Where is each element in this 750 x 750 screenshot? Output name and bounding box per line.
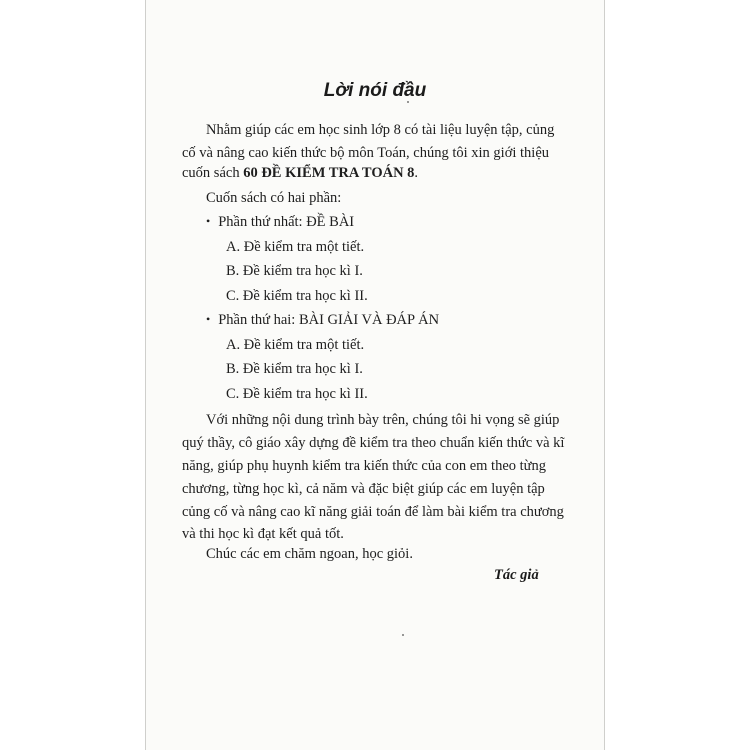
- closing-line: và thi học kì đạt kết quả tốt.: [182, 526, 344, 542]
- intro-line-2: cố và nâng cao kiến thức bộ môn Toán, chúng tôi xin giới thiệu: [182, 145, 550, 161]
- author-signature: Tác giả: [494, 567, 539, 583]
- wish-line: Chúc các em chăm ngoan, học giỏi.: [206, 546, 413, 562]
- part-1-label: Phần thứ nhất: ĐỀ BÀI: [218, 214, 355, 230]
- intro-line-1: Nhằm giúp các em học sinh lớp 8 có tài liệu luyện tập, củng: [206, 122, 555, 138]
- book-page: [145, 0, 605, 750]
- parts-intro: Cuốn sách có hai phần:: [206, 190, 342, 206]
- part-2-item: C. Đề kiểm tra học kì II.: [226, 386, 368, 402]
- part-1-item: B. Đề kiểm tra học kì I.: [226, 263, 363, 279]
- part-1-item: C. Đề kiểm tra học kì II.: [226, 288, 368, 304]
- intro-line-3: [182, 166, 418, 181]
- part-2-item: A. Đề kiểm tra một tiết.: [226, 337, 365, 353]
- part-1-heading: [206, 215, 354, 230]
- print-speck: [402, 634, 404, 636]
- print-speck: [407, 101, 409, 103]
- bullet-icon: •: [206, 214, 211, 228]
- part-2-label: Phần thứ hai: BÀI GIẢI VÀ ĐÁP ÁN: [218, 312, 440, 328]
- closing-line: chương, từng học kì, cả năm và đặc biệt giúp các em luyện tập: [182, 481, 545, 497]
- part-2-item: B. Đề kiểm tra học kì I.: [226, 361, 363, 377]
- part-2-heading: [206, 313, 439, 328]
- page-edge-right: [604, 0, 605, 750]
- bullet-icon: •: [206, 312, 211, 326]
- closing-line: Với những nội dung trình bày trên, chúng tôi hi vọng sẽ giúp: [206, 412, 560, 428]
- closing-line: năng, giúp phụ huynh kiểm tra kiến thức của con em theo từng: [182, 458, 547, 474]
- intro-line-3-post: .: [414, 165, 419, 181]
- part-1-item: A. Đề kiểm tra một tiết.: [226, 239, 365, 255]
- intro-line-3-pre: cuốn sách: [182, 165, 244, 181]
- page-title: Lời nói đầu: [323, 80, 427, 101]
- closing-line: quý thầy, cô giáo xây dựng đề kiểm tra theo chuẩn kiến thức và kĩ: [182, 435, 565, 451]
- page-edge-left: [145, 0, 146, 750]
- book-title: 60 ĐỀ KIỂM TRA TOÁN 8: [243, 165, 415, 181]
- closing-line: củng cố và nâng cao kĩ năng giải toán để làm bài kiểm tra chương: [182, 504, 564, 520]
